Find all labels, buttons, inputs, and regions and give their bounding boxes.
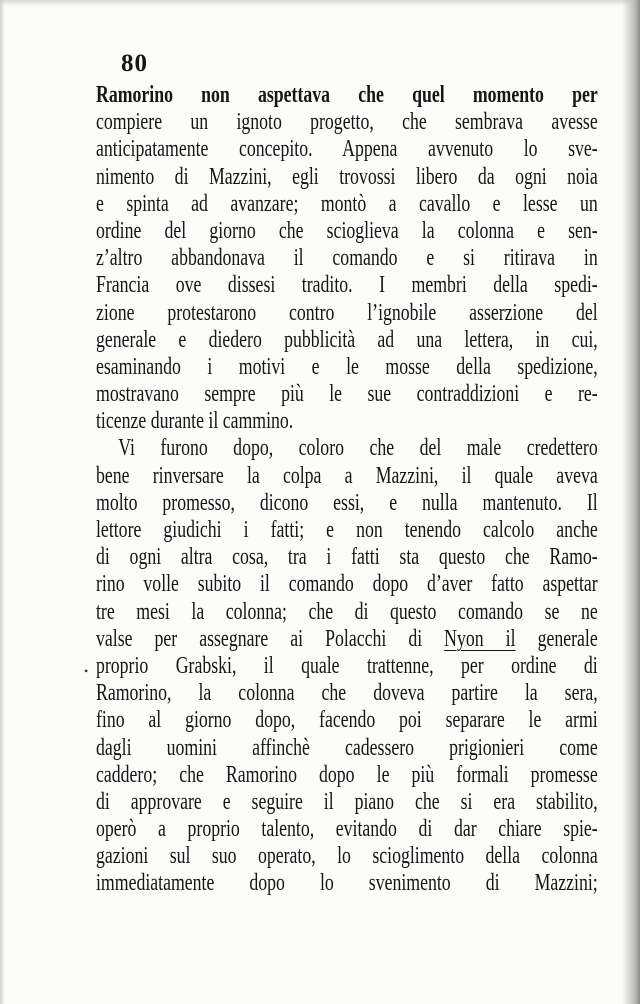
underlined-text: Nyon il: [444, 625, 516, 652]
text-line: anticipatamente concepito. Appena avvenuto lo sve-: [96, 136, 598, 163]
text-line: ordine del giorno che scioglieva la colonna e sen-: [96, 217, 598, 244]
page-number: 80: [121, 50, 148, 77]
text-segment: generale: [515, 625, 598, 652]
page-top-shadow: [0, 0, 640, 6]
text-line: bene rinversare la colpa a Mazzini, il quale aveva: [96, 462, 598, 489]
margin-mark: •: [84, 664, 89, 678]
text-segment: valse per assegnare ai Polacchi di: [96, 625, 445, 652]
text-line: e spinta ad avanzare; montò a cavallo e lesse un: [96, 190, 598, 217]
text-line: [96, 626, 598, 653]
text-line: Ramorino non aspettava che quel momento per: [96, 82, 598, 108]
text-line: fino al giorno dopo, facendo poi separare le armi: [96, 707, 598, 734]
paragraph-1: [96, 82, 598, 435]
text-line: molto promesso, dicono essi, e nulla mantenuto. Il: [96, 489, 598, 516]
text-line: z’altro abbandonava il comando e si ritirava in: [96, 245, 598, 272]
text-line: dagli uomini affinchè cadessero prigionieri come: [96, 734, 598, 761]
text-line: Ramorino, la colonna che doveva partire la sera,: [96, 680, 598, 707]
text-body: [96, 82, 598, 898]
paragraph-2: [96, 435, 598, 897]
text-line: operò a proprio talento, evitando di dar chiare spie-: [96, 816, 598, 843]
text-line: caddero; che Ramorino dopo le più formali promesse: [96, 761, 598, 788]
text-line: zione protestarono contro l’ignobile asserzione del: [96, 299, 598, 326]
text-line: mostravano sempre più le sue contraddizioni e re-: [96, 381, 598, 408]
text-line: esaminando i motivi e le mosse della spedizione,: [96, 353, 598, 380]
text-line: immediatamente dopo lo svenimento di Mazzini;: [96, 870, 598, 897]
page-binding-shadow: [622, 0, 640, 1004]
text-line: tre mesi la colonna; che di questo comando se ne: [96, 598, 598, 625]
text-line: generale e diedero pubblicità ad una lettera, in cui,: [96, 326, 598, 353]
text-line: di approvare e seguire il piano che si era stabilito,: [96, 788, 598, 815]
text-line: gazioni sul suo operato, lo scioglimento della colonna: [96, 843, 598, 870]
text-line: ticenze durante il cammino.: [96, 408, 294, 435]
text-line: di ogni altra cosa, tra i fatti sta questo che Ramo-: [96, 544, 598, 571]
text-line: lettore giudichi i fatti; e non tenendo calcolo anche: [96, 517, 598, 543]
text-line: rino volle subito il comando dopo d’aver fatto aspettar: [96, 571, 598, 598]
text-line: compiere un ignoto progetto, che sembrava avesse: [96, 109, 598, 136]
page-left-shadow: [0, 0, 5, 1004]
text-line: nimento di Mazzini, egli trovossi libero da ogni noia: [96, 163, 598, 190]
text-line: proprio Grabski, il quale trattenne, per ordine di: [96, 652, 598, 679]
text-line: Vi furono dopo, coloro che del male credettero: [118, 435, 598, 462]
text-line: Francia ove dissesi tradito. I membri della spedi-: [96, 272, 598, 299]
